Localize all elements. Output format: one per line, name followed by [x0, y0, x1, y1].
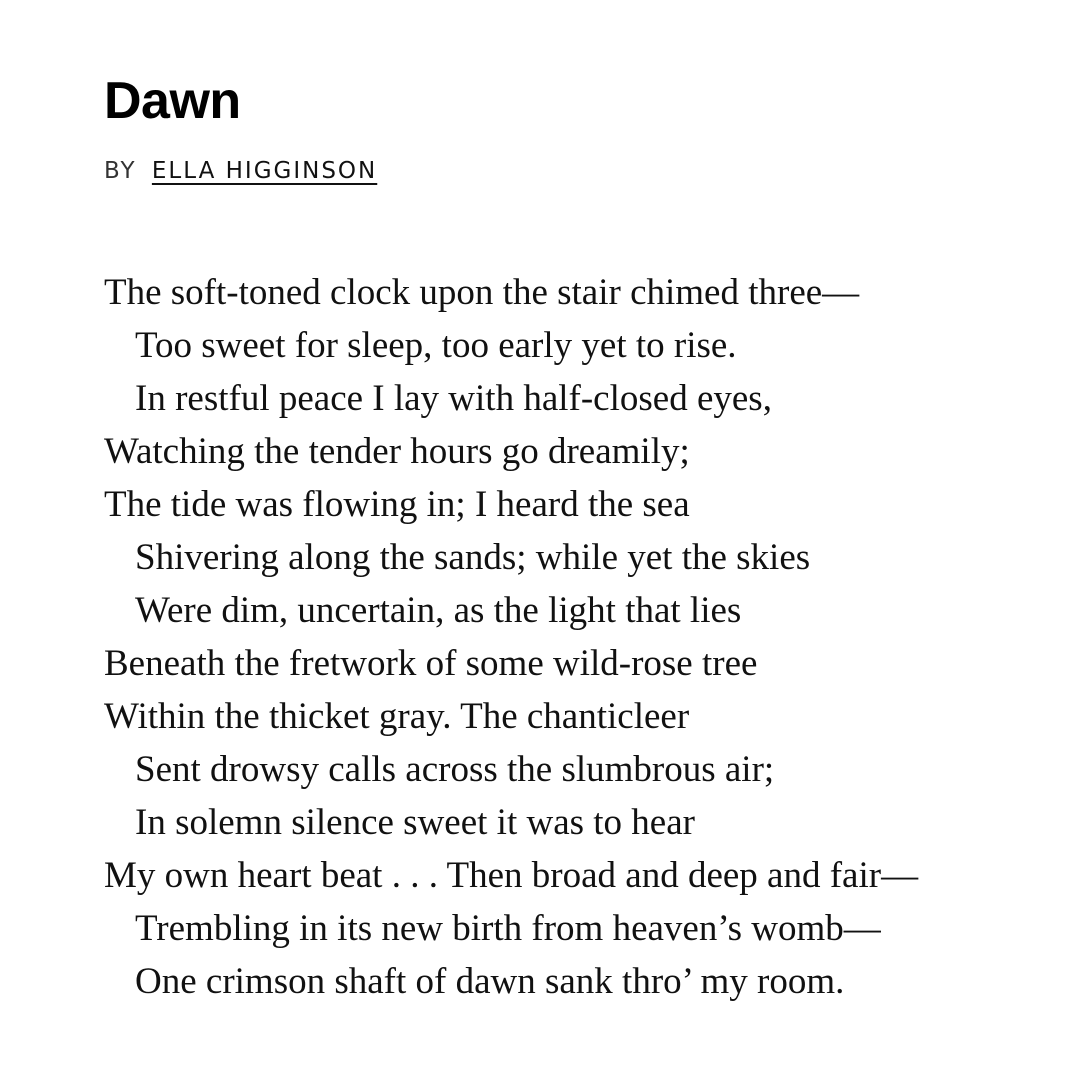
poem-line: In solemn silence sweet it was to hear [135, 802, 695, 843]
poem-line: The soft-toned clock upon the stair chimed three— [104, 272, 860, 313]
poem-line: My own heart beat . . . Then broad and deep and fair— [104, 855, 919, 896]
poem-line: Within the thicket gray. The chanticleer [104, 696, 690, 737]
author-link[interactable]: ELLA HIGGINSON [151, 158, 378, 184]
poem-page [104, 70, 1044, 1002]
poem-line: Trembling in its new birth from heaven’s womb— [135, 908, 881, 949]
poem-line: Sent drowsy calls across the slumbrous air; [135, 749, 775, 790]
poem-title: Dawn [104, 72, 241, 130]
poem-line: The tide was flowing in; I heard the sea [104, 484, 690, 525]
byline [104, 156, 1044, 186]
poem-line: Beneath the fretwork of some wild-rose tree [104, 643, 758, 684]
poem-line: Watching the tender hours go dreamily; [104, 431, 690, 472]
poem-line: In restful peace I lay with half-closed eyes, [135, 378, 772, 419]
poem-line: One crimson shaft of dawn sank thro’ my room. [135, 961, 845, 1002]
poem-line: Shivering along the sands; while yet the skies [135, 537, 811, 578]
poem-body [104, 266, 918, 1008]
byline-prefix: BY [104, 158, 137, 184]
poem-line: Too sweet for sleep, too early yet to rise. [135, 325, 737, 366]
poem-line: Were dim, uncertain, as the light that lies [135, 590, 742, 631]
